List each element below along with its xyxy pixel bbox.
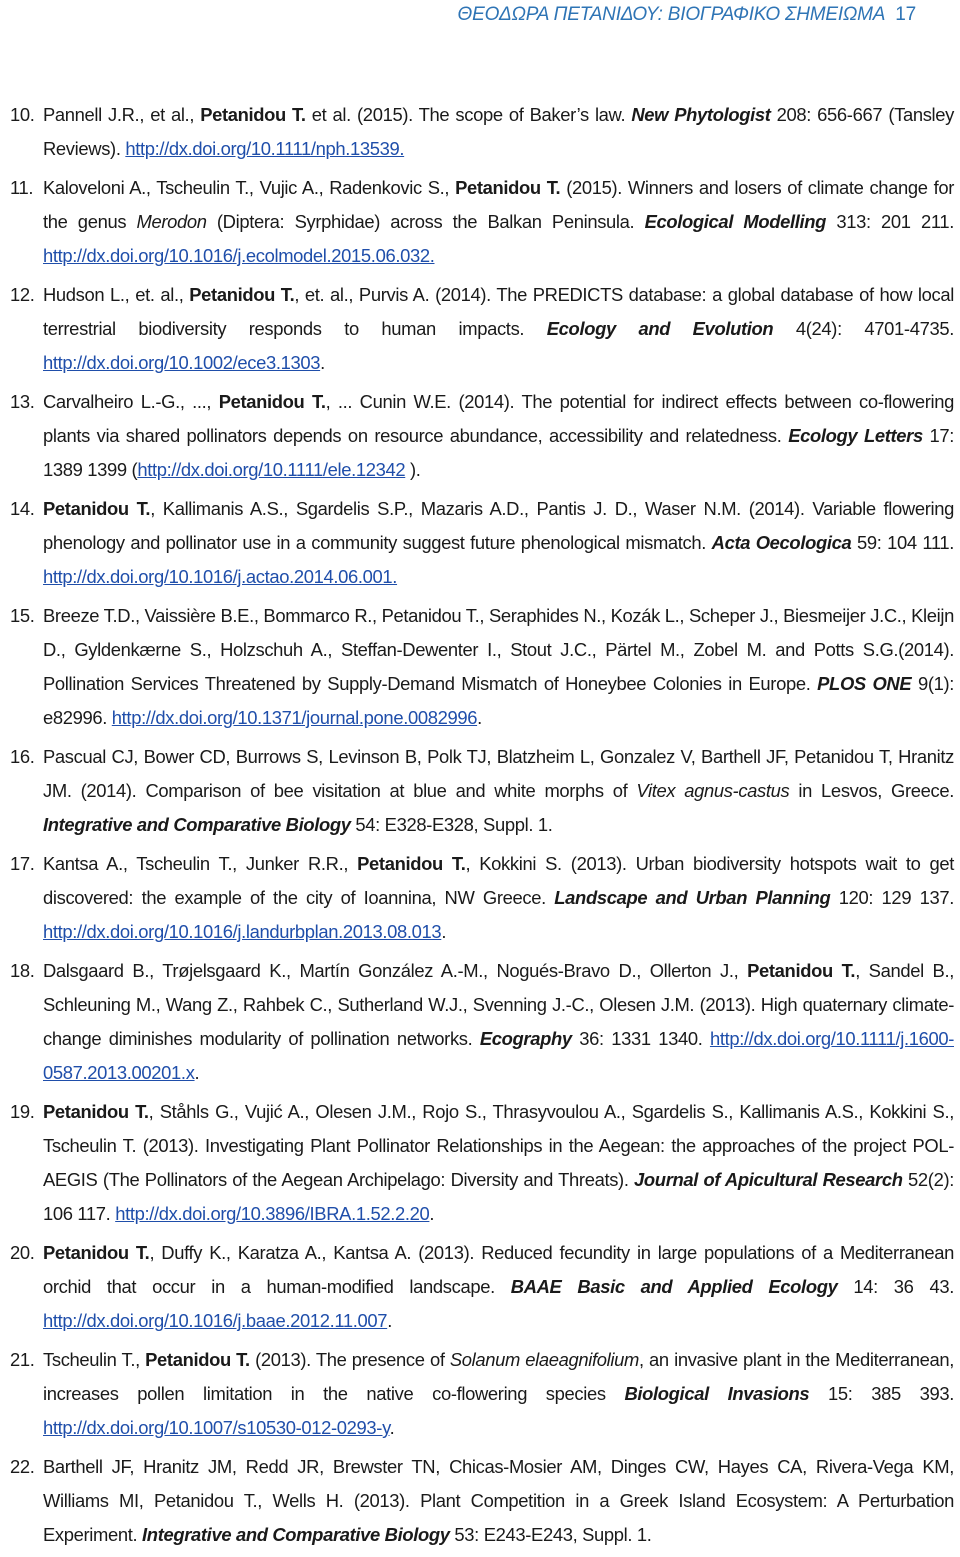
reference-segment: .: [429, 1203, 435, 1224]
reference-segment: 9(1): e82996.: [43, 673, 955, 728]
doi-link[interactable]: http://dx.doi.org/10.3896/IBRA.1.52.2.20: [115, 1203, 430, 1224]
reference-number: 13.: [10, 391, 35, 412]
reference-text: [43, 492, 954, 594]
reference-number: 20.: [10, 1242, 35, 1263]
reference-segment: , ... Cunin W.E. (2014). The potential for indirect effects between co-flowering plants via shared pollinators depends on resource abundance, accessibility and relatedness.: [43, 391, 954, 446]
reference-segment: .: [194, 1062, 200, 1083]
reference-item: [10, 1450, 954, 1552]
reference-number: 12.: [10, 284, 35, 305]
reference-number: 21.: [10, 1349, 35, 1370]
reference-segment: Pascual CJ, Bower CD, Burrows S, Levinson B, Polk TJ, Blatzheim L, Gonzalez V, Barthell JF, Petanidou T, Hranitz JM. (2014). Comparison of bee visitation at blue and white morphs of: [43, 746, 954, 801]
reference-text: [43, 171, 954, 273]
reference-segment: 52(2): 106 117.: [43, 1169, 954, 1224]
reference-number: 15.: [10, 605, 35, 626]
header-title: ΘΕΟΔΩΡΑ ΠΕΤΑΝΙΔΟΥ: ΒΙΟΓΡΑΦΙΚΟ ΣΗΜΕΙΩΜΑ: [457, 4, 886, 25]
reference-number: 18.: [10, 960, 35, 981]
doi-link[interactable]: http://dx.doi.org/10.1007/s10530-012-0293-y: [43, 1417, 390, 1438]
reference-segment: et al. (2015). The scope of Baker’s law.: [305, 104, 632, 125]
reference-segment: 53: E243-E243, Suppl. 1.: [449, 1524, 652, 1545]
journal-title: BAAE Basic and Applied Ecology: [510, 1276, 838, 1297]
author-highlight: Petanidou T.: [43, 1242, 150, 1263]
journal-title: Biological Invasions: [624, 1383, 810, 1404]
reference-segment: .: [387, 1310, 392, 1331]
italic-term: Vitex agnus-castus: [636, 780, 790, 801]
reference-text: [43, 1343, 954, 1445]
journal-title: Integrative and Comparative Biology: [142, 1524, 450, 1545]
journal-title: Journal of Apicultural Research: [634, 1169, 903, 1190]
reference-item: [10, 98, 954, 166]
journal-title: New Phytologist: [631, 104, 771, 125]
reference-segment: .: [389, 1417, 395, 1438]
reference-number: 10.: [10, 104, 35, 125]
author-highlight: Petanidou T.: [145, 1349, 250, 1370]
header-text: [458, 4, 916, 26]
reference-number: 14.: [10, 498, 35, 519]
author-highlight: Petanidou T.: [747, 960, 856, 981]
reference-list: [10, 98, 954, 1557]
reference-segment: .: [320, 352, 325, 373]
author-highlight: Petanidou T.: [189, 284, 295, 305]
italic-term: Solanum elaeagnifolium: [449, 1349, 639, 1370]
author-highlight: Petanidou T.: [200, 104, 306, 125]
author-highlight: Petanidou T.: [43, 498, 151, 519]
reference-segment: .: [477, 707, 482, 728]
reference-segment: Carvalheiro L.-G., ...,: [43, 391, 219, 412]
reference-segment: Barthell JF, Hranitz JM, Redd JR, Brewster TN, Chicas-Mosier AM, Dinges CW, Hayes CA, Rivera-Vega KM, Williams MI, Petanidou T., Wells H. (2013). Plant Competition in a Greek Island Ecosystem: A Perturbation Experiment.: [43, 1456, 954, 1545]
journal-title: Ecological Modelling: [644, 211, 827, 232]
reference-segment: Kantsa A., Tscheulin T., Junker R.R.,: [43, 853, 358, 874]
page-number: 17: [895, 4, 916, 25]
page-header: [0, 0, 960, 60]
reference-text: [43, 1450, 954, 1552]
reference-segment: Hudson L., et. al.,: [43, 284, 190, 305]
author-highlight: Petanidou T.: [455, 177, 561, 198]
reference-text: [43, 1236, 954, 1338]
reference-number: 11.: [10, 177, 34, 198]
doi-link[interactable]: http://dx.doi.org/10.1111/ele.12342: [137, 459, 406, 480]
reference-segment: Pannell J.R., et al.,: [43, 104, 201, 125]
reference-segment: (Diptera: Syrphidae) across the Balkan Peninsula.: [206, 211, 645, 232]
reference-item: [10, 740, 954, 842]
reference-item: [10, 385, 954, 487]
reference-segment: 59: 104 111.: [851, 532, 955, 553]
doi-link[interactable]: http://dx.doi.org/10.1016/j.landurbplan.2013.08.013: [43, 921, 442, 942]
reference-segment: (2015). Winners and losers of climate change for the genus: [43, 177, 954, 232]
doi-link[interactable]: http://dx.doi.org/10.1002/ece3.1303: [43, 352, 321, 373]
reference-segment: ).: [405, 459, 421, 480]
reference-segment: 313: 201 211.: [826, 211, 954, 232]
reference-segment: 54: E328-E328, Suppl. 1.: [350, 814, 553, 835]
reference-segment: Tscheulin T.,: [43, 1349, 146, 1370]
reference-segment: .: [441, 921, 447, 942]
reference-segment: 208: 656-667 (Tansley Reviews).: [43, 104, 955, 159]
reference-item: [10, 1236, 954, 1338]
author-highlight: Petanidou T.: [218, 391, 326, 412]
doi-link[interactable]: http://dx.doi.org/10.1016/j.baae.2012.11.007: [43, 1310, 388, 1331]
journal-title: Landscape and Urban Planning: [554, 887, 831, 908]
reference-text: [43, 278, 954, 380]
doi-link[interactable]: http://dx.doi.org/10.1016/j.ecolmodel.2015.06.032.: [43, 245, 435, 266]
doi-link[interactable]: http://dx.doi.org/10.1016/j.actao.2014.06.001.: [43, 566, 398, 587]
doi-link[interactable]: http://dx.doi.org/10.1111/j.1600-0587.2013.00201.x: [43, 1028, 954, 1083]
reference-text: [43, 847, 954, 949]
reference-segment: , et. al., Purvis A. (2014). The PREDICTS database: a global database of how local terrestrial biodiversity responds to human impacts.: [43, 284, 954, 339]
journal-title: Integrative and Comparative Biology: [43, 814, 351, 835]
reference-segment: , Ståhls G., Vujić A., Olesen J.M., Rojo S., Thrasyvoulou A., Sgardelis S., Kallimanis A.S., Kokkini S., Tscheulin T. (2013). Investigating Plant Pollinator Relationships in the Aegean: the approaches of the project POL-AEGIS (The Pollinators of the Aegean Archipelago: Diversity and Threats).: [43, 1101, 954, 1190]
reference-segment: 120: 129 137.: [830, 887, 954, 908]
author-highlight: Petanidou T.: [43, 1101, 149, 1122]
reference-text: [43, 385, 954, 487]
reference-segment: , Kokkini S. (2013). Urban biodiversity hotspots wait to get discovered: the example of the city of Ioannina, NW Greece.: [43, 853, 955, 908]
journal-title: PLOS ONE: [817, 673, 912, 694]
reference-text: [43, 98, 954, 166]
reference-segment: 36: 1331 1340.: [571, 1028, 710, 1049]
journal-title: Ecography: [479, 1028, 572, 1049]
author-highlight: Petanidou T.: [357, 853, 466, 874]
reference-item: [10, 1343, 954, 1445]
reference-segment: , Sandel B., Schleuning M., Wang Z., Rahbek C., Sutherland W.J., Svenning J.-C., Olesen J.M. (2013). High quaternary climate-change diminishes modularity of pollination networks.: [43, 960, 954, 1049]
reference-number: 16.: [10, 746, 35, 767]
reference-item: [10, 954, 954, 1090]
reference-text: [43, 599, 954, 735]
doi-link[interactable]: http://dx.doi.org/10.1371/journal.pone.0082996: [111, 707, 478, 728]
reference-segment: Dalsgaard B., Trøjelsgaard K., Martín González A.-M., Nogués-Bravo D., Ollerton J.,: [43, 960, 748, 981]
reference-segment: , Kallimanis A.S., Sgardelis S.P., Mazaris A.D., Pantis J. D., Waser N.M. (2014). Variable flowering phenology and pollinator use in a community suggest future phenological mismatch.: [43, 498, 954, 553]
reference-item: [10, 599, 954, 735]
doi-link[interactable]: http://dx.doi.org/10.1111/nph.13539.: [125, 138, 405, 159]
reference-item: [10, 278, 954, 380]
reference-item: [10, 492, 954, 594]
reference-segment: in Lesvos, Greece.: [789, 780, 954, 801]
reference-item: [10, 1095, 954, 1231]
reference-number: 17.: [10, 853, 35, 874]
reference-segment: 15: 385 393.: [809, 1383, 954, 1404]
reference-segment: (2013). The presence of: [249, 1349, 450, 1370]
reference-segment: Breeze T.D., Vaissière B.E., Bommarco R., Petanidou T., Seraphides N., Kozák L., Scheper J., Biesmeijer J.C., Kleijn D., Gyldenkærne S., Holzschuh A., Steffan-Dewenter I., Stout J.C., Pärtel M., Zobel M. and Potts S.G.(2014). Pollination Services Threatened by Supply-Demand Mismatch of Honeybee Colonies in Europe.: [43, 605, 954, 694]
reference-segment: 14: 36 43.: [837, 1276, 954, 1297]
reference-segment: , Duffy K., Karatza A., Kantsa A. (2013). Reduced fecundity in large populations of a Mediterranean orchid that occur in a human-modified landscape.: [43, 1242, 954, 1297]
reference-segment: Kaloveloni A., Tscheulin T., Vujic A., Radenkovic S.,: [43, 177, 456, 198]
reference-number: 22.: [10, 1456, 35, 1477]
italic-term: Merodon: [136, 211, 207, 232]
reference-text: [43, 740, 954, 842]
journal-title: Ecology and Evolution: [546, 318, 774, 339]
reference-item: [10, 171, 954, 273]
journal-title: Ecology Letters: [788, 425, 923, 446]
reference-number: 19.: [10, 1101, 35, 1122]
reference-segment: 4(24): 4701-4735.: [773, 318, 954, 339]
reference-item: [10, 847, 954, 949]
reference-text: [43, 954, 954, 1090]
journal-title: Acta Oecologica: [711, 532, 852, 553]
reference-segment: , an invasive plant in the Mediterranean, increases pollen limitation in the native co-flowering species: [43, 1349, 954, 1404]
reference-segment: 17: 1389 1399 (: [43, 425, 954, 480]
reference-text: [43, 1095, 954, 1231]
